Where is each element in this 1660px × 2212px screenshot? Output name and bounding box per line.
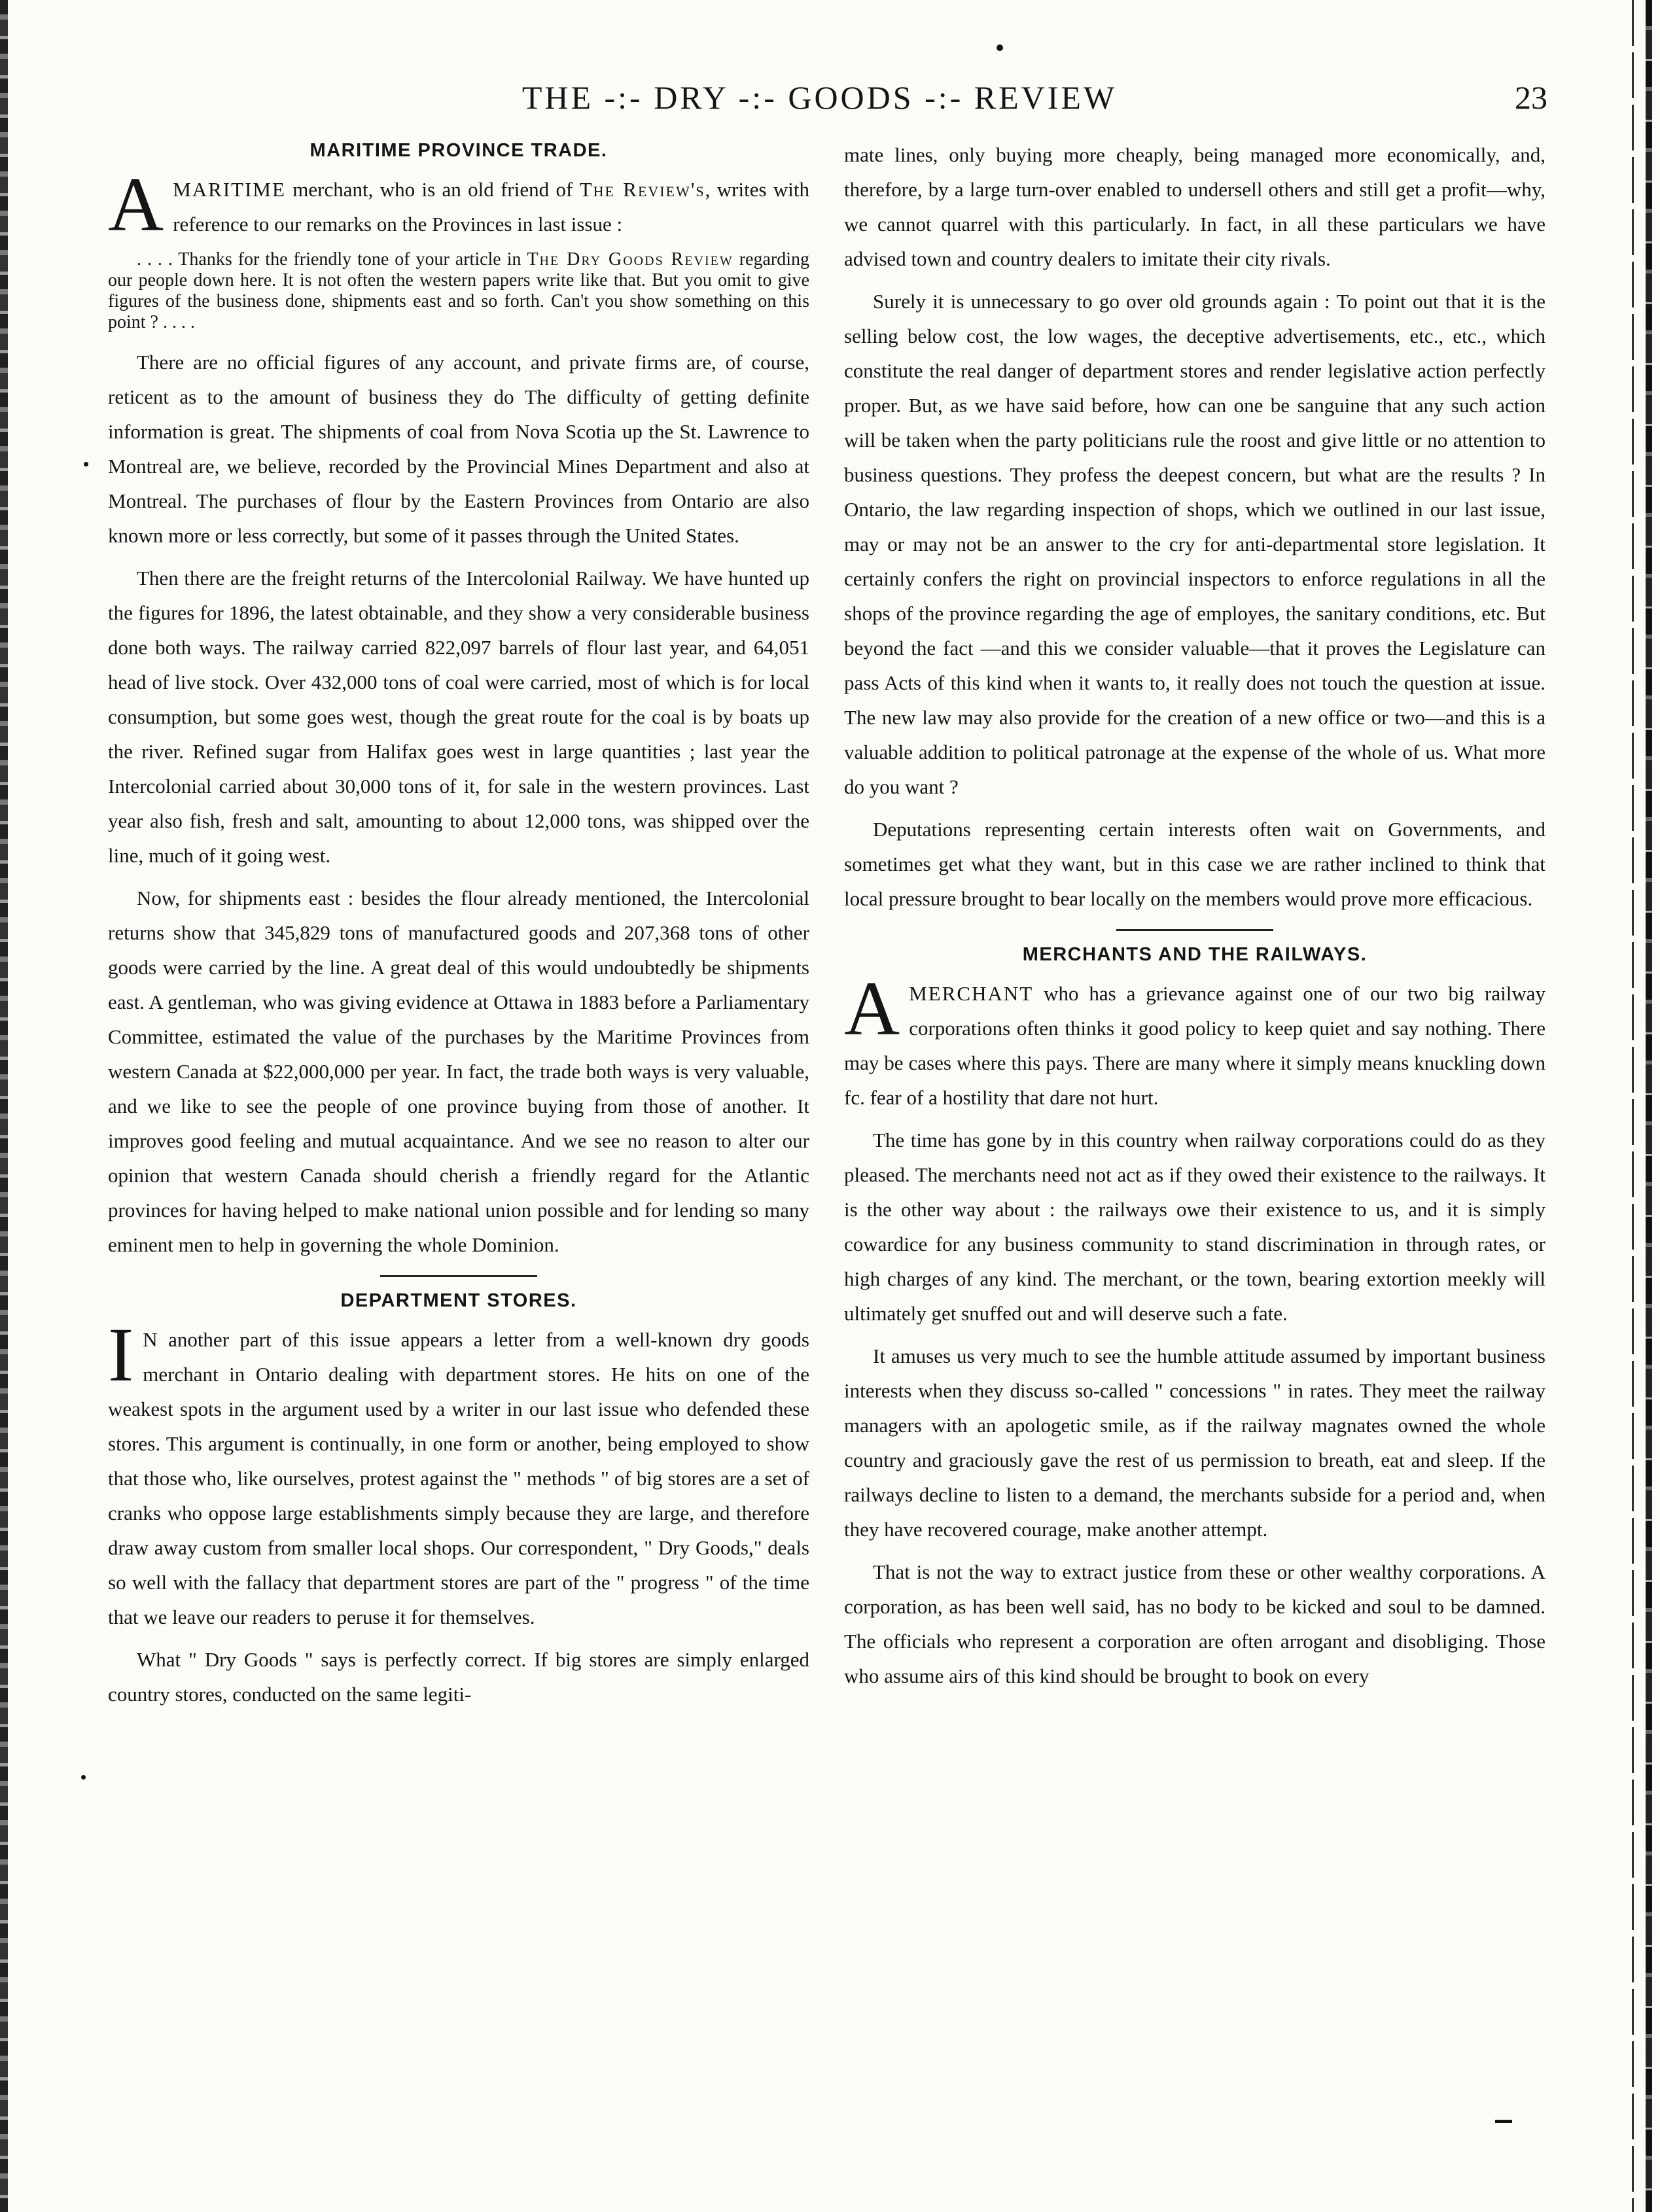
margin-mark — [81, 1775, 86, 1780]
paragraph: That is not the way to extract justice from these or other wealthy corporations. A corporation, as has been well said, has no body to be kicked and soul to be damned. The officials who represent a corporation are often arrogant and disobliging. Those who assume airs of this kind should be brought to book on every — [844, 1560, 1545, 1687]
article-merchants-railways — [844, 944, 1545, 1693]
article-intro: AMARITIME merchant, who is an old friend of The Review's, writes with reference to our remarks on the Provinces in last issue : — [108, 162, 809, 247]
paragraph: There are no official figures of any account, and private firms are, of course, reticent as to the amount of business they do The difficulty of getting definite information is great. The shipments of coal from Nova Scotia up the St. Lawrence to Montreal are, we believe, recorded by the Provincial Mines Department and also at Montreal. The purchases of flour by the Eastern Provinces from Ontario are also known more or less correctly, but some of it passes through the United States. — [108, 351, 809, 547]
page-number: 23 — [1515, 79, 1547, 116]
paragraph: Then there are the freight returns of the Intercolonial Railway. We have hunted up the figures for 1896, the latest obtainable, and they show a very considerable business done both ways. The railway carried 822,097 barrels of flour last year, and 64,051 head of live stock. Over 432,000 tons of coal were carried, most of which is for local consumption, but some goes west, though the great route for the coal is by boats up the river. Refined sugar from Halifax goes west in large quantities ; last year the Intercolonial carried about 30,000 tons of it, for sale in the western provinces. Last year also fish, fresh and salt, amounting to about 12,000 tons, was shipped over the line, much of it going west. — [108, 567, 809, 867]
paragraph: Surely it is unnecessary to go over old grounds again : To point out that it is the selling below cost, the low wages, the deceptive advertisements, etc., etc., which constitute the real danger of department stores and render legislative action perfectly proper. But, as we have said before, how can one be sanguine that any such action will be taken when the party politicians rule the roost and give little or no attention to business questions. They profess the deepest concern, but what are the results ? In Ontario, the law regarding inspection of shops, which we outlined in our last issue, may or may not be an answer to the cry for anti-departmental store legislation. It certainly confers the right on provincial inspectors to enforce regulations in all the shops of the province regarding the age of employes, the sanitary conditions, etc. But beyond the fact —and this we consider valuable—that it proves the Legislature can pass Acts of this kind when it wants to, it really does not touch the question at issue. The new law may also provide for the creation of a new office or two—and this is a valuable addition to political patronage at the expense of the whole of us. What more do you want ? — [844, 290, 1545, 798]
right-column — [844, 137, 1545, 1701]
letter-quote: . . . . Thanks for the friendly tone of your article in The Dry Goods Review regarding our people down here. It is not often the western papers write like that. But you omit to give figures of the business done, shipments east and so forth. Can't you show something on this point ? . . . . — [108, 249, 809, 332]
margin-mark — [84, 462, 88, 466]
article-department-stores — [108, 1290, 809, 1712]
scan-right-edge-line — [1632, 0, 1634, 2212]
ink-mark — [1495, 2120, 1512, 2123]
drop-cap: A — [844, 966, 900, 1051]
left-column — [108, 137, 809, 1719]
article-heading: MERCHANTS AND THE RAILWAYS. — [1022, 944, 1368, 965]
section-divider — [380, 1275, 537, 1277]
section-divider — [1116, 929, 1273, 931]
paragraph: The time has gone by in this country when railway corporations could do as they pleased. The merchants need not act as if they owed their existence to the railways. It is the other way about : the railways owe their existence to us, and it is simply cowardice for any business community to stand discrimination in through rates, or high charges of any kind. The merchant, or the town, bearing extortion meekly will ultimately get snuffed out and will deserve such a fate. — [844, 1129, 1545, 1325]
drop-cap: I — [108, 1312, 134, 1397]
article-heading: DEPARTMENT STORES. — [340, 1290, 577, 1311]
paragraph: Now, for shipments east : besides the flour already mentioned, the Intercolonial returns show that 345,829 tons of manufactured goods and 207,368 tons of other goods were carried by the line. A great deal of this would undoubtedly be shipments east. A gentleman, who was giving evidence at Ottawa in 1883 before a Parliamentary Committee, estimated the value of the purchases by the Maritime Provinces from western Canada at $22,000,000 per year. In fact, the trade both ways is very valuable, and we like to see the people of one province buying from those of another. It improves good feeling and mutual acquaintance. And we see no reason to alter our opinion that western Canada should cherish a friendly regard for the Atlantic provinces for having helped to make national union possible and for lending so many eminent men to help in governing the whole Dominion. — [108, 887, 809, 1256]
ink-dot — [997, 44, 1003, 51]
article-intro: I N another part of this issue appears a letter from a well-known dry goods merchant in Ontario dealing with department stores. He hits on one of the weakest spots in the argument used by a writer in our last issue who defended these stores. This argument is continually, in one form or another, being employed to show that those who, like ourselves, protest against the " methods " of big stores are a set of cranks who oppose large establishments simply because they are large, and therefore draw away custom from smaller local shops. Our correspondent, " Dry Goods," deals so well with the fallacy that department stores are part of the " progress " of the time that we leave our readers to peruse it for themselves. — [108, 1312, 809, 1628]
running-head: THE -:- DRY -:- GOODS -:- REVIEW — [521, 79, 1118, 116]
paragraph: Deputations representing certain interests often wait on Governments, and sometimes get what they want, but in this case we are rather inclined to think that local pressure brought to bear locally on the members would prove more efficacious. — [844, 818, 1545, 910]
article-heading: MARITIME PROVINCE TRADE. — [309, 140, 608, 161]
article-intro: AMERCHANT who has a grievance against one of our two big railway corporations often thinks it good policy to keep quiet and say nothing. There may be cases where this pays. There are many where it simply means knuckling down fc. fear of a hostility that dare not hurt. — [844, 966, 1545, 1109]
page-header — [92, 72, 1547, 124]
scan-right-edge — [1646, 0, 1652, 2212]
paragraph-continued: mate lines, only buying more cheaply, being managed more economically, and, therefore, by a large turn-over enabled to undersell others and still get a profit—why, we cannot quarrel with this particularly. In fact, in all these particulars we have advised town and country dealers to imitate their city rivals. — [844, 143, 1545, 270]
paragraph: It amuses us very much to see the humble attitude assumed by important business interests when they discuss so-called " concessions " in rates. They meet the railway managers with an apologetic smile, as if the railway magnates owned the whole country and graciously gave the rest of us permission to breath, eat and sleep. If the railways decline to listen to a demand, the merchants subside for a period and, when they have recovered courage, make another attempt. — [844, 1344, 1545, 1541]
paragraph: What " Dry Goods " says is perfectly correct. If big stores are simply enlarged country stores, conducted on the same legiti- — [108, 1648, 809, 1706]
scan-left-edge — [0, 0, 8, 2212]
article-maritime-trade — [108, 140, 809, 1262]
drop-cap: A — [108, 162, 164, 247]
